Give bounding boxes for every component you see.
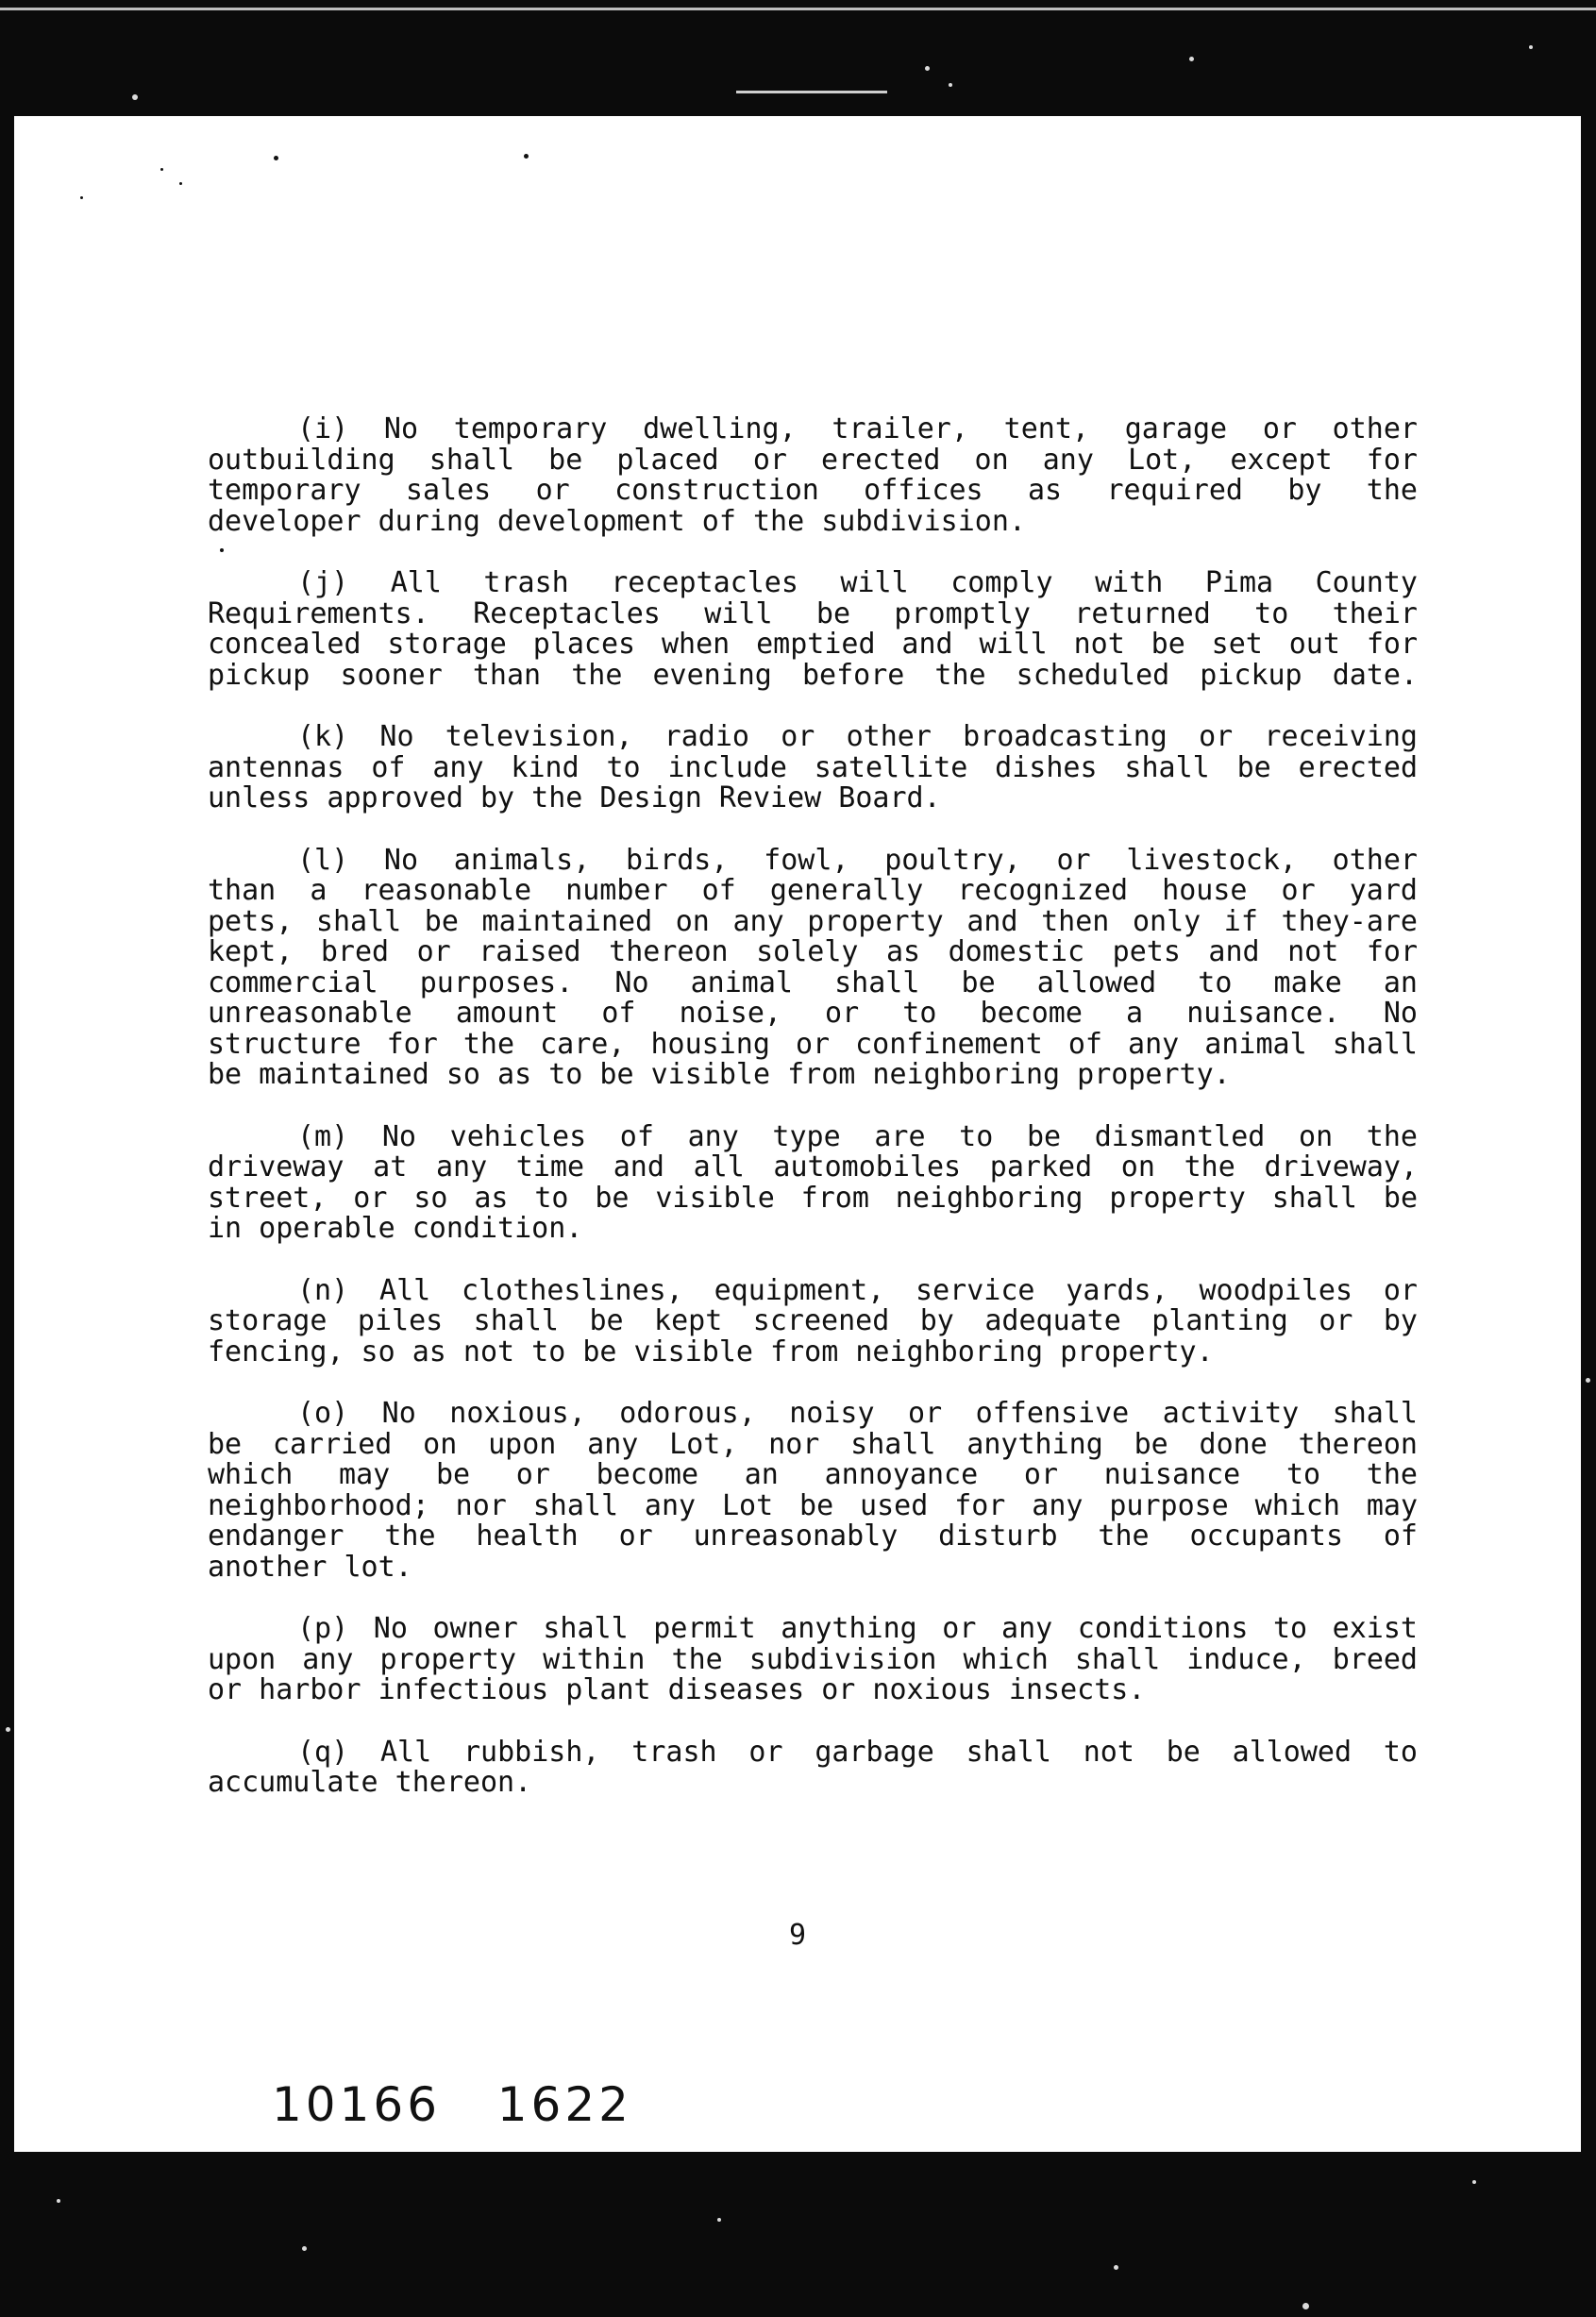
document-body	[208, 414, 1418, 1830]
paragraph-line: upon any property within the subdivision which shall induce, breed	[208, 1642, 1418, 1676]
scan-artifact-line	[736, 91, 887, 93]
paragraph-line: developer during development of the subdivision.	[208, 504, 1026, 538]
paragraph-line: (m) No vehicles of any type are to be dismantled on the	[297, 1119, 1418, 1153]
page-number: 9	[788, 1919, 807, 1952]
scan-noise	[1472, 2180, 1476, 2184]
paragraph-line: (l) No animals, birds, fowl, poultry, or livestock, other	[297, 843, 1418, 877]
paragraph-line: kept, bred or raised thereon solely as domestic pets and not for	[208, 935, 1418, 968]
paragraph-line: (i) No temporary dwelling, trailer, tent, garage or other	[297, 412, 1418, 445]
paragraph-line: than a reasonable number of generally recognized house or yard	[208, 874, 1418, 907]
scan-noise	[717, 2218, 721, 2222]
scan-noise	[274, 156, 278, 160]
recording-book-page: 10166 1622	[272, 2077, 632, 2132]
paragraph-line: another lot.	[208, 1550, 412, 1584]
scan-noise	[1302, 2303, 1309, 2309]
paragraph-line: (n) All clotheslines, equipment, service yards, woodpiles or	[297, 1273, 1418, 1307]
paragraph-line: accumulate thereon.	[208, 1766, 532, 1799]
paragraph-line: concealed storage places when emptied and will not be set out for	[208, 628, 1418, 661]
scan-noise	[1529, 45, 1533, 49]
paragraph-line: outbuilding shall be placed or erected on any Lot, except for	[208, 443, 1418, 477]
paragraph-n	[208, 1273, 1418, 1368]
paragraph-k	[208, 722, 1418, 814]
paragraph-line: (k) No television, radio or other broadcasting or receiving	[297, 720, 1418, 753]
scan-noise	[179, 182, 182, 185]
paragraph-line: be carried on upon any Lot, nor shall anything be done thereon	[208, 1427, 1418, 1461]
paragraph-line: driveway at any time and all automobiles parked on the driveway,	[208, 1150, 1418, 1184]
scan-noise	[524, 154, 529, 159]
paragraph-line: unless approved by the Design Review Board.	[208, 781, 941, 814]
scan-noise	[132, 94, 138, 100]
scan-noise	[1114, 2265, 1118, 2270]
paragraph-q	[208, 1735, 1418, 1799]
scan-noise	[925, 66, 930, 71]
scan-noise	[57, 2199, 60, 2203]
scan-noise	[160, 168, 163, 171]
scan-noise	[302, 2246, 307, 2251]
paragraph-line: pets, shall be maintained on any property and then only if they-are	[208, 904, 1418, 938]
scan-artifact-line	[0, 8, 1596, 10]
scan-noise	[6, 1727, 10, 1732]
paragraph-line: or harbor infectious plant diseases or noxious insects.	[208, 1673, 1146, 1706]
scan-noise	[80, 196, 83, 199]
document-page	[14, 116, 1581, 2152]
paragraph-line: be maintained so as to be visible from neighboring property.	[208, 1058, 1231, 1091]
paragraph-line: which may be or become an annoyance or nuisance to the	[208, 1458, 1418, 1491]
paragraph-line: (j) All trash receptacles will comply with Pima County	[297, 566, 1418, 599]
paragraph-line: structure for the care, housing or confinement of any animal shall	[208, 1027, 1418, 1061]
scan-noise	[949, 83, 952, 87]
scan-noise	[1189, 57, 1194, 61]
paragraph-line: fencing, so as not to be visible from neighboring property.	[208, 1335, 1214, 1368]
paragraph-line: storage piles shall be kept screened by adequate planting or by	[208, 1304, 1418, 1337]
paragraph-l	[208, 843, 1418, 1091]
paragraph-line: in operable condition.	[208, 1212, 583, 1245]
paragraph-line: neighborhood; nor shall any Lot be used for any purpose which may	[208, 1488, 1418, 1522]
paragraph-o	[208, 1399, 1418, 1583]
paragraph-line: (q) All rubbish, trash or garbage shall not be allowed to	[297, 1735, 1418, 1769]
paragraph-j	[208, 568, 1418, 691]
paragraph-line: unreasonable amount of noise, or to become a nuisance. No	[208, 997, 1418, 1030]
paragraph-line: street, or so as to be visible from neighboring property shall be	[208, 1181, 1418, 1215]
paragraph-m	[208, 1119, 1418, 1245]
paragraph-line: pickup sooner than the evening before the scheduled pickup date.	[208, 658, 1418, 692]
paragraph-line: Requirements. Receptacles will be promptly returned to their	[208, 596, 1418, 630]
paragraph-line: antennas of any kind to include satellite dishes shall be erected	[208, 750, 1418, 784]
scan-noise	[1586, 1378, 1590, 1383]
paragraph-i	[208, 414, 1418, 537]
paragraph-line: temporary sales or construction offices as required by the	[208, 474, 1418, 507]
paragraph-line: endanger the health or unreasonably disturb the occupants of	[208, 1519, 1418, 1553]
paragraph-line: commercial purposes. No animal shall be allowed to make an	[208, 965, 1418, 999]
paragraph-line: (o) No noxious, odorous, noisy or offensive activity shall	[297, 1397, 1418, 1430]
paragraph-p	[208, 1614, 1418, 1706]
paragraph-line: (p) No owner shall permit anything or any conditions to exist	[297, 1612, 1418, 1645]
